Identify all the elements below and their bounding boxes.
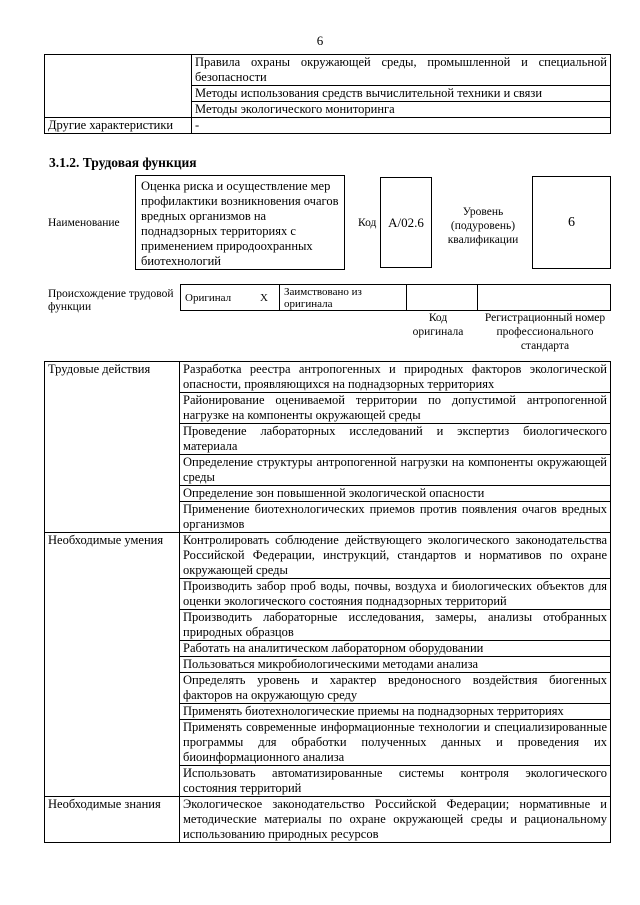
item-cell: Экологическое законодательство Российской Федерации; нормативные и методические материалы по охране окружающей среды и рациональному использованию природных ресурсов (180, 797, 611, 843)
reg-number-cell (478, 285, 611, 311)
item-cell: Применение биотехнологических приемов против появления очагов вредных организмов (180, 502, 611, 533)
page-number: 6 (316, 33, 324, 48)
item-cell: Проведение лабораторных исследований и экспертиз биологического материала (180, 424, 611, 455)
item-cell: Разработка реестра антропогенных и природных факторов экологической опасности, проявляющихся на поднадзорных территориях (180, 362, 611, 393)
item-cell: Производить лабораторные исследования, замеры, анализы отобранных природных образцов (180, 610, 611, 641)
code-value-box: A/02.6 (380, 177, 432, 268)
reg-number-label: Регистрационный номер профессионального стандарта (484, 312, 606, 352)
item-cell: Определение зон повышенной экологической опасности (180, 486, 611, 502)
borrowed-label: Заимствовано из оригинала (280, 285, 407, 311)
original-mark: X (249, 285, 280, 311)
code-label: Код (358, 217, 377, 229)
function-name-box: Оценка риска и осуществление мер профилактики возникновения очагов вредных организмов на поднадзорных территориях с применением природоохранных биотехнологий (135, 175, 345, 270)
item-cell: Работать на аналитическом лабораторном оборудовании (180, 641, 611, 657)
table-cell: Методы использования средств вычислительной техники и связи (192, 86, 611, 102)
item-cell: Применять биотехнологические приемы на поднадзорных территориях (180, 704, 611, 720)
origin-label: Происхождение трудовой функции (48, 288, 174, 313)
original-code-cell (407, 285, 478, 311)
item-cell: Применять современные информационные технологии и специализированные программы для обработки полученных данных и проведения их биоинформационного анализа (180, 720, 611, 766)
item-cell: Контролировать соблюдение действующего экологического законодательства Российской Федерации, инструкций, стандартов и нормативов по охране окружающей среды (180, 533, 611, 579)
name-label: Наименование (48, 217, 120, 229)
section-title: 3.1.2. Трудовая функция (49, 155, 197, 170)
item-cell: Производить забор проб воды, почвы, воздуха и биологических объектов для оценки экологического состояния поднадзорных территорий (180, 579, 611, 610)
item-cell: Определение структуры антропогенной нагрузки на компоненты окружающей среды (180, 455, 611, 486)
item-cell: Использовать автоматизированные системы контроля экологического состояния территорий (180, 766, 611, 797)
table-cell: - (192, 118, 611, 134)
table-cell: Методы экологического мониторинга (192, 102, 611, 118)
category-cell: Необходимые знания (45, 797, 180, 843)
table-cell-label: Другие характеристики (45, 118, 192, 134)
item-cell: Пользоваться микробиологическими методами анализа (180, 657, 611, 673)
category-cell: Трудовые действия (45, 362, 180, 533)
level-label: Уровень (подуровень) квалификации (447, 206, 519, 246)
table-row (45, 797, 611, 843)
table-cell: Правила охраны окружающей среды, промышленной и специальной безопасности (192, 55, 611, 86)
function-details-table (44, 361, 611, 843)
table-row (45, 362, 611, 393)
table-row (45, 533, 611, 579)
original-label: Оригинал (181, 285, 250, 311)
table-cell-label (45, 55, 192, 118)
item-cell: Районирование оцениваемой территории по допустимой антропогенной нагрузке на компоненты окружающей среды (180, 393, 611, 424)
level-value-box: 6 (532, 176, 611, 269)
origin-table (180, 284, 611, 311)
item-cell: Определять уровень и характер вредоносного воздействия биогенных факторов на окружающую среду (180, 673, 611, 704)
category-cell: Необходимые умения (45, 533, 180, 797)
original-code-label: Код оригинала (412, 312, 464, 338)
continued-knowledge-table (44, 54, 611, 134)
